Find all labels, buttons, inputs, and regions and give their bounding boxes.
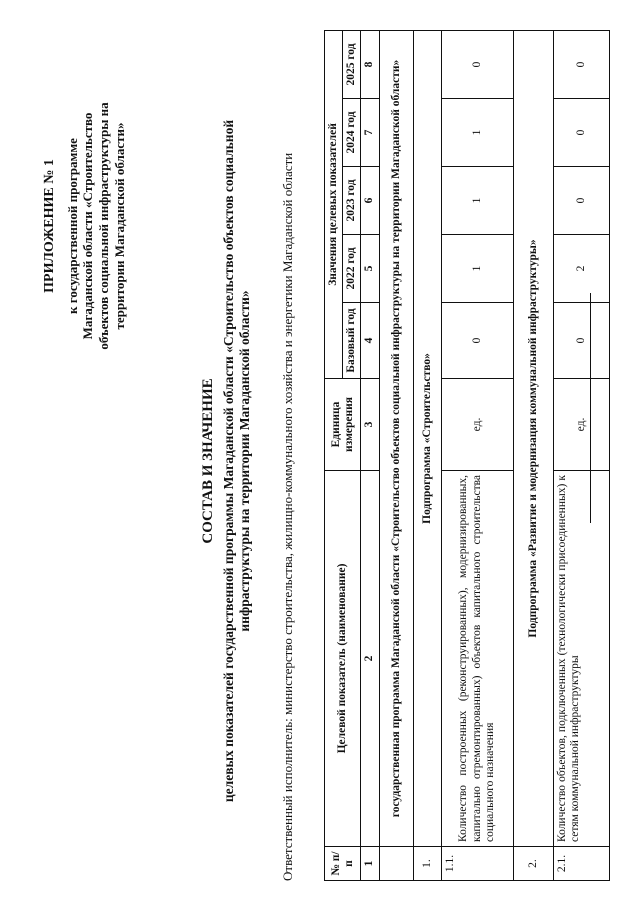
header-2025: 2025 год xyxy=(343,30,361,98)
row-unit: ед. xyxy=(553,379,609,471)
document-page xyxy=(42,31,602,891)
header-name: Целевой показатель (наименование) xyxy=(325,471,361,847)
header-values-group: Значения целевых показателей xyxy=(325,30,343,378)
section-title: Подпрограмма «Развитие и модернизация коммунальной инфраструктуры» xyxy=(513,30,553,846)
row-value-2024: 0 xyxy=(553,99,609,167)
header-base-year: Базовый год xyxy=(343,303,361,379)
col-number: 6 xyxy=(361,167,379,235)
table-row xyxy=(553,30,609,880)
row-value-2023: 1 xyxy=(441,167,513,235)
header-2023: 2023 год xyxy=(343,167,361,235)
header-row xyxy=(325,30,343,880)
table-row xyxy=(441,30,513,880)
row-num: 1.1. xyxy=(441,847,513,881)
section-title: Подпрограмма «Строительство» xyxy=(413,30,441,846)
header-num: № п/п xyxy=(325,847,361,881)
row-value-2022: 2 xyxy=(553,235,609,303)
appendix-line: территории Магаданской области» xyxy=(111,122,127,330)
appendix-heading xyxy=(42,31,127,421)
header-2024: 2024 год xyxy=(343,99,361,167)
appendix-line: к государственной программе xyxy=(64,138,80,314)
header-unit: Единица измерения xyxy=(325,379,361,471)
document-title xyxy=(200,31,254,891)
title-main: СОСТАВ И ЗНАЧЕНИЕ xyxy=(200,378,216,544)
separator-line xyxy=(590,293,591,523)
column-number-row xyxy=(361,30,379,880)
row-value-2025: 0 xyxy=(441,30,513,98)
section-num: 1. xyxy=(413,847,441,881)
row-num: 2.1. xyxy=(553,847,609,881)
col-number: 4 xyxy=(361,303,379,379)
section-num: 2. xyxy=(513,847,553,881)
program-num-cell xyxy=(379,847,413,881)
col-number: 5 xyxy=(361,235,379,303)
header-2022: 2022 год xyxy=(343,235,361,303)
appendix-line: объектов социальной инфраструктуры на xyxy=(95,102,111,350)
col-number: 3 xyxy=(361,379,379,471)
row-value-2024: 1 xyxy=(441,99,513,167)
responsible-executor: Ответственный исполнитель: министерство строительства, жилищно-коммунального хозяйства и энергетики Магаданской области xyxy=(280,152,295,881)
row-value-base: 0 xyxy=(441,303,513,379)
col-number: 8 xyxy=(361,30,379,98)
indicators-table xyxy=(324,30,610,881)
row-value-base: 0 xyxy=(553,303,609,379)
section-row xyxy=(413,30,441,880)
title-sub-line: целевых показателей государственной программы Магаданской области «Строительство объектов социальной xyxy=(221,119,237,803)
row-value-2023: 0 xyxy=(553,167,609,235)
program-row xyxy=(379,30,413,880)
row-value-2022: 1 xyxy=(441,235,513,303)
appendix-number: ПРИЛОЖЕНИЕ № 1 xyxy=(42,159,57,293)
col-number: 1 xyxy=(361,847,379,881)
row-indicator-name: Количество объектов, подключенных (технологически присоединенных) к сетям коммунальной инфраструктуры xyxy=(553,471,609,847)
col-number: 7 xyxy=(361,99,379,167)
section-row xyxy=(513,30,553,880)
appendix-line: Магаданской области «Строительство xyxy=(80,112,96,340)
row-unit: ед. xyxy=(441,379,513,471)
title-sub-line: инфраструктуры на территории Магаданской области» xyxy=(237,290,253,632)
row-value-2025: 0 xyxy=(553,30,609,98)
row-indicator-name: Количество построенных (реконструированных), модернизированных, капитально отремонтированных) объектов капитального строительства социального назначения xyxy=(441,471,513,847)
program-title: государственная программа Магаданской области «Строительство объектов социальной инфраструктуры на территории Магаданской области» xyxy=(379,30,413,846)
col-number: 2 xyxy=(361,471,379,847)
